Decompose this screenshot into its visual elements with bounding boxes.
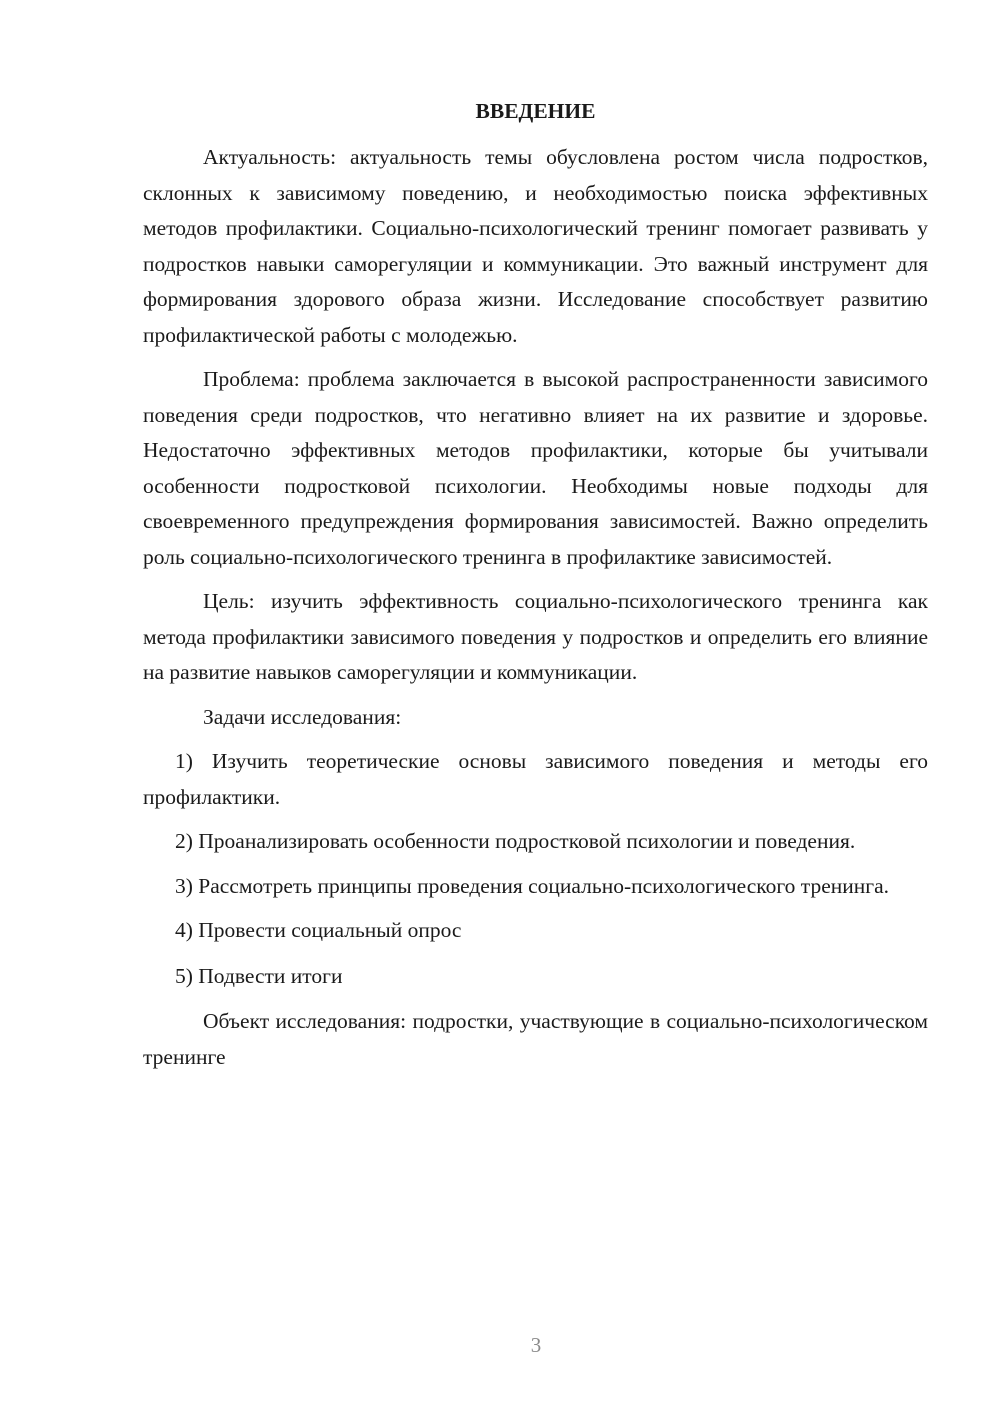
- task-item: 3) Рассмотреть принципы проведения социально-психологического тренинга.: [175, 873, 890, 898]
- page-title: ВВЕДЕНИЕ: [475, 99, 596, 123]
- problem-paragraph: Проблема: проблема заключается в высокой распространенности зависимого поведения среди подростков, что негативно влияет на их развитие и здоровье. Недостаточно эффективных методов профилактики, которые бы учитывали особенности подростковой психологии. Необходимы новые подходы для своевременного предупреждения формирования зависимостей. Важно определить роль социально-психологического тренинга в профилактике зависимостей.: [143, 367, 928, 569]
- object-paragraph: Объект исследования: подростки, участвующие в социально-психологическом тренинге: [143, 1009, 928, 1069]
- goal-paragraph: Цель: изучить эффективность социально-психологического тренинга как метода профилактики зависимого поведения у подростков и определить его влияние на развитие навыков саморегуляции и коммуникации.: [143, 589, 928, 684]
- task-item: 5) Подвести итоги: [175, 963, 343, 988]
- task-item: 2) Проанализировать особенности подростковой психологии и поведения.: [175, 829, 856, 853]
- tasks-heading: Задачи исследования:: [203, 704, 402, 729]
- relevance-paragraph: Актуальность: актуальность темы обусловлена ростом числа подростков, склонных к зависимому поведению, и необходимостью поиска эффективных методов профилактики. Социально-психологический тренинг помогает развивать у подростков навыки саморегуляции и коммуникации. Это важный инструмент для формирования здорового образа жизни. Исследование способствует развитию профилактической работы с молодежью.: [143, 145, 928, 347]
- document-page: [143, 94, 928, 1084]
- task-item: 1) Изучить теоретические основы зависимого поведения и методы его профилактики.: [143, 749, 928, 809]
- task-item: 4) Провести социальный опрос: [175, 918, 462, 942]
- page-number: 3: [530, 1333, 542, 1357]
